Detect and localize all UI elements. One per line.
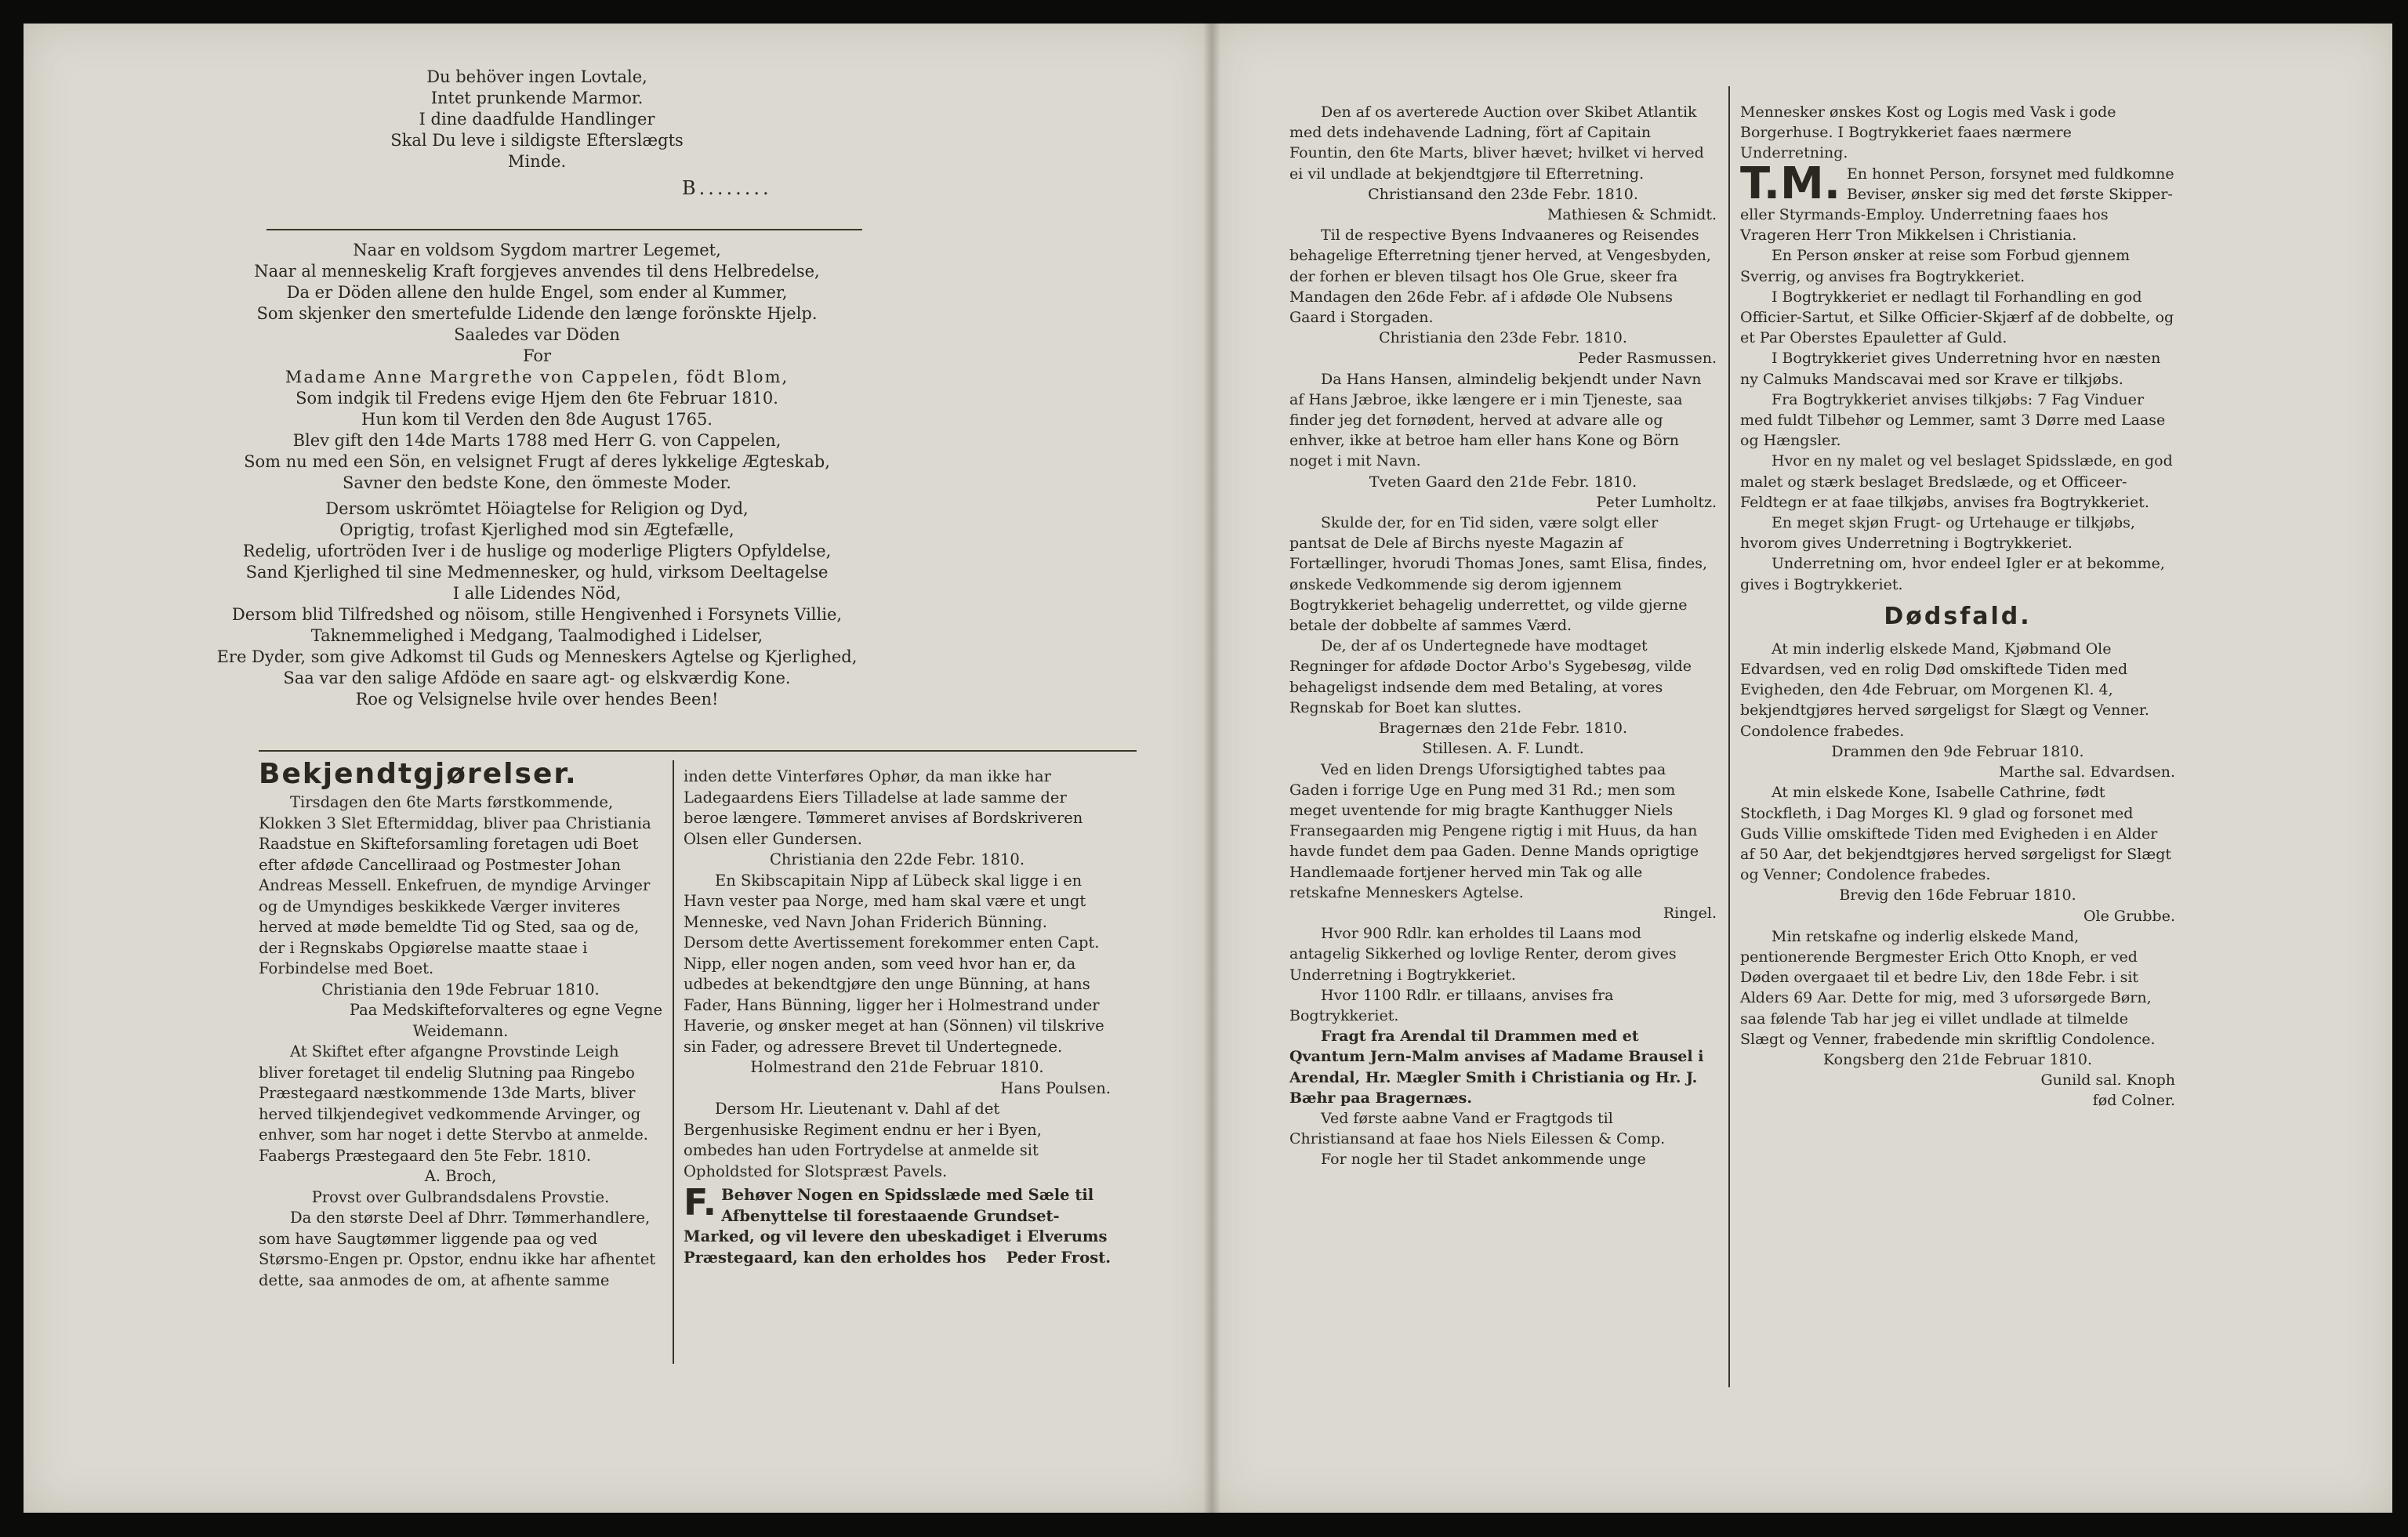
notice-text: De, der af os Undertegnede have modtaget Regninger for afdøde Doctor Arbo's Sygebesøg, vilde behageligst indsende dem med Betaling, at vores Regnskab for Boet kan sluttes. — [1289, 637, 1692, 716]
poem-line: Dersom uskrömtet Höiagtelse for Religion og Dyd, — [325, 499, 749, 518]
sled-notice — [684, 1181, 1111, 1268]
notice-date: Christiansand den 23de Febr. 1810. — [1368, 185, 1638, 203]
notice-text: Ved første aabne Vand er Fragtgods til Christiansand at faae hos Niels Eilessen & Comp. — [1289, 1109, 1666, 1148]
column-rule — [1728, 86, 1730, 1387]
notice-text: Hvor 1100 Rdlr. er tillaans, anvises fra Bogtrykkeriet. — [1289, 986, 1614, 1024]
notice-text: Dersom Hr. Lieutenant v. Dahl af det Bergenhusiske Regiment endnu er her i Byen, ombedes han uden Fortrydelse at anmelde sit Opholdsted for Slotspræst Pavels. — [684, 1100, 1042, 1180]
notice-signature: Ole Grubbe. — [2083, 907, 2175, 925]
notice-text: inden dette Vinterføres Ophør, da man ikke har Ladegaardens Eiers Tilladelse at lade samme der beroe længere. Tømmeret anvises af Bordskriveren Olsen eller Gundersen. — [684, 767, 1083, 848]
poem-line: Skal Du leve i sildigste Efterslægts — [390, 131, 684, 150]
notice-signature: Weidemann. — [412, 1021, 509, 1040]
notice-signature: fød Colner. — [2092, 1092, 2175, 1110]
notice-date: Bragernæs den 21de Febr. 1810. — [1378, 720, 1628, 738]
notice-text: I Bogtrykkeriet er nedlagt til Forhandling en god Officier-Sartut, et Silke Officier-Skjærf af de dobbelte, og et Par Oberstes Epauletter af Guld. — [1740, 288, 2174, 347]
initial-letters: T.M. — [1740, 158, 1840, 209]
deceased-name: Madame Anne Margrethe von Cappelen, födt Blom, — [285, 368, 789, 386]
notice-text: En meget skjøn Frugt- og Urtehauge er tilkjøbs, hvorom gives Underretning i Bogtrykkeriet. — [1740, 514, 2135, 553]
notice-text: En Person ønsker at reise som Forbud gjennem Sverrig, og anvises fra Bogtrykkeriet. — [1740, 247, 2131, 285]
right-page — [1211, 24, 2392, 1513]
notice-date: Faabergs Præstegaard den 5te Febr. 1810. — [259, 1146, 592, 1165]
notice-signature: Peder Rasmussen. — [1578, 350, 1717, 368]
notice-text: Behøver Nogen en Spidsslæde med Sæle til Afbenyttelse til forestaaende Grundset-Marked, og vil levere den ubeskadiget i Elverums Præstegaard, kan den erholdes hos — [684, 1186, 1108, 1267]
notice-text: Da Hans Hansen, almindelig bekjendt under Navn af Hans Jæbroe, ikke længere er i min Tjeneste, saa finder jeg det fornødent, herved at advare alle og enhver, ikke at betroe ham eller hans Kone og Börn noget i mit Navn. — [1289, 370, 1702, 470]
notice-signature: Marthe sal. Edvardsen. — [1999, 763, 2175, 781]
notice-text: Tirsdagen den 6te Marts førstkommende, Klokken 3 Slet Eftermiddag, bliver paa Christiania Raadstue en Skifteforsamling foretagen udi Boet efter afdøde Cancelliraad og Postmester Johan Andreas Messell. Enkefruen, de myndige Arvinger og de Umyndiges beskikkede Værger inviteres herved at møde bemeldte Tid og Sted, saa og de, der i Regnskabs Opgiørelse maatte staae i Forbindelse med Boet. — [259, 793, 651, 977]
poem-line: I alle Lidendes Nöd, — [452, 584, 622, 603]
poem-line: Naar al menneskelig Kraft forgjeves anvendes til dens Helbredelse, — [254, 262, 820, 281]
notice-date: Tveten Gaard den 21de Febr. 1810. — [1369, 473, 1637, 491]
poem-line: Som skjenker den smertefulde Lidende den længe forönskte Hjelp. — [256, 304, 818, 323]
divider — [259, 750, 1137, 752]
notice-date: Christiania den 19de Februar 1810. — [321, 980, 600, 999]
notice-text: Den af os averterede Auction over Skibet Atlantik med dets indehavende Ladning, fört af Capitain Fountin, den 6te Marts, bliver hævet; hvilket vi herved ei vil undlade at bekjendtgjøre til Efterretning. — [1289, 103, 1704, 183]
poem-line: Dersom blid Tilfredshed og nöisom, stille Hengivenhed i Forsynets Villie, — [231, 605, 843, 624]
notice-text: At Skiftet efter afgangne Provstinde Leigh bliver foretaget til endelig Slutning paa Ringebo Præstegaard næstkommende 13de Marts, bliver herved tilkjendegivet vedkommende Arvinger, og enhver, som har noget i dette Stervbo at anmelde. — [259, 1042, 648, 1144]
poem-line: Naar en voldsom Sygdom martrer Legemet, — [353, 241, 721, 259]
poem-line: Som indgik til Fredens evige Hjem den 6te Februar 1810. — [296, 389, 778, 408]
notice-text: En Skibscapitain Nipp af Lübeck skal ligge i en Havn vester paa Norge, med ham skal være et ungt Menneske, ved Navn Johan Friderich Bünning. Dersom dette Avertissement forekommer enten Capt. Nipp, eller nogen anden, som veed hvor han er, da udbedes at bekendtgjøre den unge Bünning, at hans Fader, Hans Bünning, ligger her i Holmestrand under Haverie, og ønsker meget at han (Sönnen) vil tilskrive sin Fader, og adressere Brevet til Undertegnede. — [684, 871, 1104, 1056]
notice-text: Til de respective Byens Indvaaneres og Reisendes behagelige Efterretning tjener herved, at Vengesbyden, der forhen er bleven tilsagt hos Ole Grue, skeer fra Mandagen den 26de Febr. af i afdøde Ole Nubsens Gaard i Storgaden. — [1289, 227, 1711, 327]
notice-text: For nogle her til Stadet ankommende unge — [1321, 1151, 1646, 1169]
notice-signature: Hans Poulsen. — [1000, 1078, 1111, 1097]
poem-tribute — [141, 67, 933, 199]
announcements-column-b — [684, 767, 1111, 1268]
notice-text: At min elskede Kone, Isabelle Cathrine, født Stockfleth, i Dag Morges Kl. 9 glad og forsonet med Guds Villie omskiftede Tiden med Evigheden i en Alder af 50 Aar, det bekjendtgjøres herved sørgeligst for Slægt og Venner; Condolence frabedes. — [1740, 784, 2172, 884]
poem-line: Blev gift den 14de Marts 1788 med Herr G. von Cappelen, — [292, 431, 782, 450]
poem-line: For — [522, 346, 552, 365]
poem-line: Minde. — [507, 152, 567, 171]
poem-line: Du behöver ingen Lovtale, — [426, 67, 647, 86]
poem-line: Da er Döden allene den hulde Engel, som ender al Kummer, — [286, 283, 788, 302]
notice-signature: Paa Medskifteforvalteres og egne Vegne — [349, 1001, 662, 1019]
poem-line: Ere Dyder, som give Adkomst til Guds og Menneskers Agtelse og Kjerlighed, — [216, 647, 858, 666]
notice-text: At min inderlig elskede Mand, Kjøbmand Ole Edvardsen, ved en rolig Død omskiftede Tiden med Evigheden, den 4de Februar, om Morgenen Kl. 4, bekjendtgjøres herved sørgeligst for Slægt og Venner. Condolence frabedes. — [1740, 640, 2149, 740]
announcements-column-c — [1289, 102, 1717, 1170]
poem-line: Oprigtig, trofast Kjerlighed mod sin Ægtefælle, — [339, 520, 734, 539]
left-page — [24, 24, 1211, 1513]
poem-line: Savner den bedste Kone, den ömmeste Moder. — [343, 473, 731, 492]
section-heading: Bekjendtgjørelser. — [259, 758, 578, 790]
notice-text: En honnet Person, forsynet med fuldkomne Beviser, ønsker sig med det første Skipper- eller Styrmands-Employ. Underretning faaes hos Vrageren Herr Tron Mikkelsen i Christiania. — [1740, 165, 2174, 245]
notice-date: Christiania den 23de Febr. 1810. — [1379, 329, 1627, 347]
notice-text: Skulde der, for en Tid siden, være solgt eller pantsat de Dele af Birchs nyeste Magazin af Fortællinger, hvorudi Thomas Jones, samt Elisa, findes, ønskede Vedkommende sig derom igjennem Bogtrykkeriet behagelig underrettet, og vilde gjerne betale der dobbelte af sammes Værd. — [1289, 514, 1708, 635]
poem-line: Redelig, ufortröden Iver i de huslige og moderlige Pligters Opfyldelse, — [242, 542, 832, 560]
poem-line: Taknemmelighed i Medgang, Taalmodighed i Lidelser, — [310, 626, 763, 645]
notice-date: Drammen den 9de Februar 1810. — [1831, 742, 2084, 760]
announcements-column-d — [1740, 102, 2175, 1111]
poem-line: Intet prunkende Marmor. — [430, 89, 644, 107]
page-fold — [1203, 24, 1220, 1513]
notice-signature: Stillesen. A. F. Lundt. — [1422, 740, 1584, 758]
memorial-poem — [141, 240, 933, 710]
poem-line: Sand Kjerlighed til sine Medmennesker, og huld, virksom Deeltagelse — [245, 563, 829, 582]
notice-text: Hvor en ny malet og vel beslaget Spidsslæde, en god malet og stærk beslaget Bredslæde, og et Officeer-Feldtegn er at faae tilkjøbs, anvises fra Bogtrykkeriet. — [1740, 452, 2173, 511]
notice-text: Fra Bogtrykkeriet anvises tilkjøbs: 7 Fag Vinduer med fuldt Tilbehør og Lemmer, samt 3 Dørre med Laase og Hængsler. — [1740, 390, 2166, 450]
poem-line: Roe og Velsignelse hvile over hendes Been! — [355, 690, 719, 709]
notice-text: Fragt fra Arendal til Drammen med et Qvantum Jern-Malm anvises af Madame Brausel i Arendal, Hr. Mægler Smith i Christiania og Hr. J. Bæhr paa Bragernæs. — [1289, 1028, 1704, 1107]
notice-date: Brevig den 16de Februar 1810. — [1839, 886, 2076, 904]
poem-line: I dine daadfulde Handlinger — [419, 110, 655, 129]
notice-text: Hvor 900 Rdlr. kan erholdes til Laans mod antagelig Sikkerhed og lovlige Renter, derom gives Underretning i Bogtrykkeriet. — [1289, 925, 1677, 984]
notice-signature: Provst over Gulbrandsdalens Provstie. — [311, 1187, 610, 1206]
poem-line: Hun kom til Verden den 8de August 1765. — [361, 410, 713, 429]
notice-text: Da den største Deel af Dhrr. Tømmerhandlere, som have Saugtømmer liggende paa og ved Størsmo-Engen pr. Opstor, endnu ikke har afhentet dette, saa anmodes de om, at afhente samme — [259, 1209, 656, 1289]
notice-signature: Ringel. — [1663, 904, 1717, 922]
notice-text: Mennesker ønskes Kost og Logis med Vask i gode Borgerhuse. I Bogtrykkeriet faaes nærmere Underretning. — [1740, 103, 2116, 162]
announcements-column-a — [259, 756, 662, 1291]
notice-date: Holmestrand den 21de Februar 1810. — [750, 1058, 1044, 1076]
notice-signature: Peter Lumholtz. — [1596, 493, 1717, 511]
notice-date: Kongsberg den 21de Februar 1810. — [1823, 1050, 2092, 1068]
notice-text: I Bogtrykkeriet gives Underretning hvor en næsten ny Calmuks Mandscavai med sor Krave er tilkjøbs. — [1740, 350, 2161, 388]
notice-text: Min retskafne og inderlig elskede Mand, pentionerende Bergmester Erich Otto Knoph, er ved Døden overgaaet til et bedre Liv, den 18de Febr. i sit Alders 69 Aar. Dette for mig, med 3 uforsørgede Børn, saa følende Tab har jeg ei villet undlade at tilmelde Slægt og Venner, frabedende min skriftlig Condolence. — [1740, 927, 2156, 1048]
notice-signature: Gunild sal. Knoph — [2040, 1071, 2175, 1089]
notice-signature: A. Broch, — [424, 1167, 497, 1185]
notice-signature: Peder Frost. — [1006, 1248, 1111, 1267]
initial-letter: F. — [684, 1181, 717, 1223]
tm-notice — [1740, 158, 2175, 246]
notice-text: Underretning om, hvor endeel Igler er at bekomme, gives i Bogtrykkeriet. — [1740, 555, 2165, 593]
newspaper-spread — [24, 24, 2392, 1513]
poem-line: Saaledes var Döden — [454, 325, 620, 344]
notice-date: Christiania den 22de Febr. 1810. — [769, 850, 1025, 868]
poem-line: Som nu med een Sön, en velsignet Frugt af deres lykkelige Ægteskab, — [244, 452, 830, 471]
section-heading: Dødsfald. — [1884, 602, 2032, 630]
notice-text: Ved en liden Drengs Uforsigtighed tabtes paa Gaden i forrige Uge en Pung med 31 Rd.; men som meget uventende for mig bragte Kanthugger Niels Fransegaarden mig Pengene rigtig i mit Huus, da han havde fundet dem paa Gaden. Denne Mands oprigtige Handlemaade fortjener herved min Tak og alle retskafne Menneskers Agtelse. — [1289, 760, 1699, 901]
column-rule — [673, 760, 674, 1364]
divider — [267, 229, 862, 230]
poem-line: Saa var den salige Afdöde en saare agt- og elskværdig Kone. — [283, 669, 791, 687]
notice-signature: Mathiesen & Schmidt. — [1547, 206, 1717, 224]
poem-signature: B........ — [682, 177, 772, 199]
